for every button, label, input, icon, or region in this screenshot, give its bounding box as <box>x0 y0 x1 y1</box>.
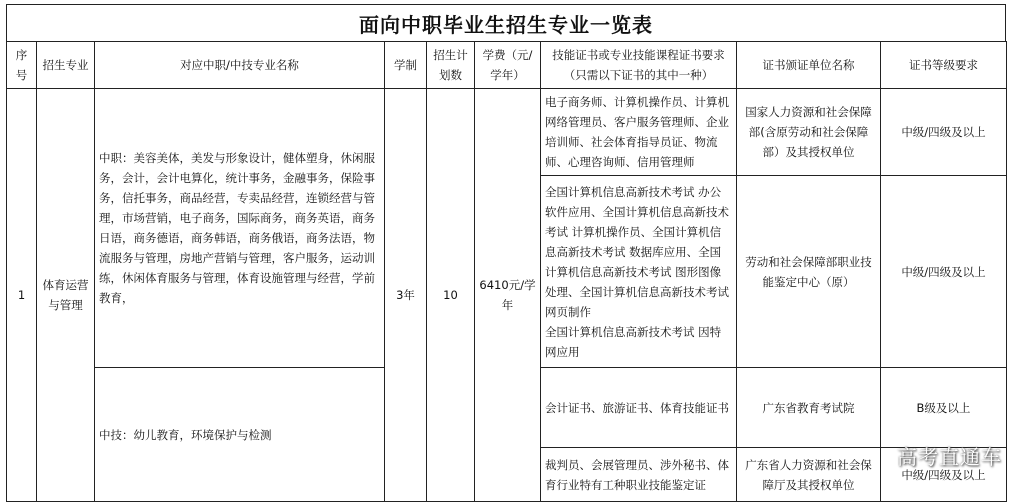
cell-level-2: 中级/四级及以上 <box>881 176 1007 368</box>
cell-cert-4: 裁判员、会展管理员、涉外秘书、体育行业特有工种职业技能鉴定证 <box>541 448 737 502</box>
header-fee: 学费（元/学年） <box>475 42 541 89</box>
cell-duration: 3年 <box>385 89 427 502</box>
table-title-bar <box>6 4 1006 42</box>
cell-fee: 6410元/学年 <box>475 89 541 502</box>
cell-cert-1: 电子商务师、计算机操作员、计算机网络管理员、客户服务管理师、企业培训师、社会体育指导员证、物流师、心理咨询师、信用管理师 <box>541 89 737 176</box>
cell-issuer-3: 广东省教育考试院 <box>737 368 881 448</box>
cell-seq: 1 <box>7 89 37 502</box>
cell-issuer-2: 劳动和社会保障部职业技能鉴定中心（原） <box>737 176 881 368</box>
enrollment-table <box>6 41 1007 502</box>
header-duration: 学制 <box>385 42 427 89</box>
header-level: 证书等级要求 <box>881 42 1007 89</box>
header-major: 招生专业 <box>37 42 95 89</box>
cell-level-4: 中级/四级及以上 <box>881 448 1007 502</box>
header-cert-req: 技能证书或专业技能课程证书要求（只需以下证书的其中一种） <box>541 42 737 89</box>
header-seq: 序号 <box>7 42 37 89</box>
header-related: 对应中职/中技专业名称 <box>95 42 385 89</box>
cell-cert-3: 会计证书、旅游证书、体育技能证书 <box>541 368 737 448</box>
cell-issuer-1: 国家人力资源和社会保障部(含原劳动和社会保障部）及其授权单位 <box>737 89 881 176</box>
cell-cert-2: 全国计算机信息高新技术考试 办公软件应用、全国计算机信息高新技术考试 计算机操作员、全国计算机信息高新技术考试 数据库应用、全国计算机信息高新技术考试 图形图像处理、全国计算机信息高新技术考试 网页制作 全国计算机信息高新技术考试 因特网应用 <box>541 176 737 368</box>
header-row <box>7 42 1007 89</box>
cell-issuer-4: 广东省人力资源和社会保障厅及其授权单位 <box>737 448 881 502</box>
header-plan: 招生计划数 <box>427 42 475 89</box>
cell-plan: 10 <box>427 89 475 502</box>
cell-major: 体育运营与管理 <box>37 89 95 502</box>
table-row <box>7 89 1007 176</box>
cell-level-1: 中级/四级及以上 <box>881 89 1007 176</box>
page-title: 面向中职毕业生招生专业一览表 <box>359 12 653 37</box>
watermark-text: 高考直通车 <box>897 445 1002 469</box>
header-issuer: 证书颁证单位名称 <box>737 42 881 89</box>
cell-related-zhongji: 中技：幼儿教育，环境保护与检测 <box>95 368 385 502</box>
cell-related-zhongzhi: 中职：美容美体，美发与形象设计，健体塑身，休闲服务，会计，会计电算化，统计事务，金融事务，保险事务，信托事务，商品经营，专卖品经营，连锁经营与管理，市场营销，电子商务，国际商务，商务英语，商务日语，商务德语，商务韩语，商务俄语，商务法语，物流服务与管理，房地产营销与管理，客户服务，运动训练，休闲体育服务与管理，体育设施管理与经营，学前教育， <box>95 89 385 368</box>
cell-level-3: B级及以上 <box>881 368 1007 448</box>
